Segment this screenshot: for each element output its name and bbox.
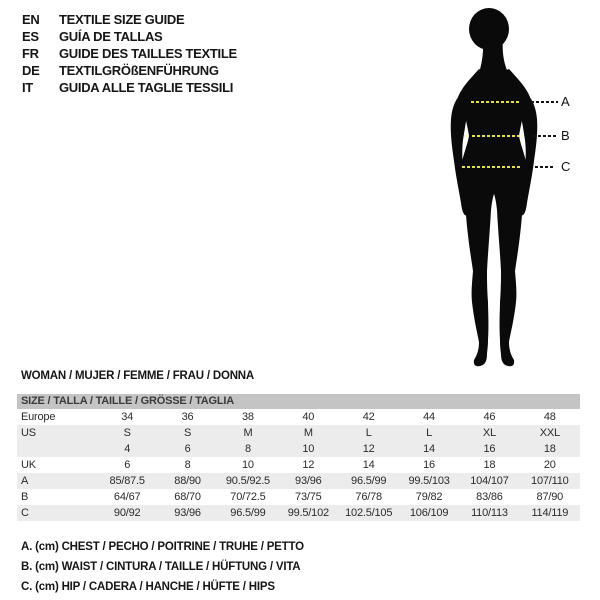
table-title: WOMAN / MUJER / FEMME / FRAU / DONNA <box>21 370 255 382</box>
row-label: Europe <box>21 411 56 423</box>
table-cell: 102.5/105 <box>345 507 393 519</box>
language-label: TEXTILGRÖßENFÜHRUNG <box>59 63 219 78</box>
table-row-us-numeric <box>17 441 580 457</box>
table-cell: M <box>243 427 253 439</box>
size-table <box>17 394 580 521</box>
table-cell: 12 <box>362 443 375 455</box>
table-cell: 18 <box>543 443 556 455</box>
table-cell: 87/90 <box>536 491 564 503</box>
table-cell: 48 <box>543 411 556 423</box>
row-label: C <box>21 507 29 519</box>
table-cell: 107/110 <box>531 475 569 487</box>
table-cell: XXL <box>539 427 560 439</box>
language-row-fr <box>22 45 237 62</box>
row-label: US <box>21 427 36 439</box>
measurement-legend <box>21 537 304 597</box>
table-cell: 64/67 <box>113 491 141 503</box>
language-label: GUIDE DES TAILLES TEXTILE <box>59 46 237 61</box>
table-cell: 18 <box>483 459 496 471</box>
chest-measure-dash-yellow <box>471 101 521 103</box>
row-label: B <box>21 491 29 503</box>
table-cell: 4 <box>124 443 131 455</box>
table-row-c <box>17 505 580 521</box>
table-cell: 114/119 <box>531 507 569 519</box>
table-cell: 20 <box>543 459 556 471</box>
table-cell: 36 <box>181 411 194 423</box>
language-code: DE <box>22 63 40 78</box>
table-cell: 68/70 <box>174 491 201 503</box>
language-row-es <box>22 28 237 45</box>
language-row-de <box>22 62 237 79</box>
table-cell: 42 <box>362 411 375 423</box>
table-cell: 85/87.5 <box>109 475 145 487</box>
table-cell: 8 <box>244 443 251 455</box>
table-cell: 106/109 <box>409 507 449 519</box>
table-row-europe <box>17 409 580 425</box>
table-cell: 46 <box>483 411 496 423</box>
table-cell: 16 <box>423 459 435 471</box>
language-label: GUÍA DE TALLAS <box>59 29 163 44</box>
table-cell: 83/86 <box>476 491 503 503</box>
table-cell: 90/92 <box>113 507 141 519</box>
size-table-body <box>17 409 580 521</box>
table-cell: 76/78 <box>355 491 382 503</box>
table-row-a <box>17 473 580 489</box>
table-row-uk <box>17 457 580 473</box>
table-cell: 6 <box>184 443 191 455</box>
marker-label-a: A <box>561 94 570 109</box>
table-cell: 70/72.5 <box>230 491 266 503</box>
table-cell: 93/96 <box>295 475 322 487</box>
table-cell: 10 <box>242 459 254 471</box>
table-row-b <box>17 489 580 505</box>
language-code: ES <box>22 29 39 44</box>
table-cell: 93/96 <box>174 507 201 519</box>
table-cell: 96.5/99 <box>230 507 266 519</box>
table-cell: 104/107 <box>470 475 509 487</box>
size-table-header: SIZE / TALLA / TAILLE / GRÖSSE / TAGLIA <box>17 394 580 409</box>
table-cell: 38 <box>242 411 254 423</box>
table-cell: L <box>365 427 372 439</box>
waist-measure-dash-yellow <box>472 135 519 137</box>
language-label: TEXTILE SIZE GUIDE <box>59 12 185 27</box>
table-cell: 6 <box>124 459 131 471</box>
silhouette-torso-legs <box>458 69 530 366</box>
table-cell: XL <box>482 427 496 439</box>
row-label: A <box>21 475 29 487</box>
table-cell: S <box>123 427 131 439</box>
legend-line-b: B. (cm) WAIST / CINTURA / TAILLE / HÜFTUNG / VITA <box>21 561 301 573</box>
table-cell: 10 <box>302 443 315 455</box>
table-cell: 14 <box>423 443 435 455</box>
table-cell: 44 <box>423 411 435 423</box>
table-cell: 88/90 <box>174 475 201 487</box>
table-cell: 110/113 <box>471 507 508 519</box>
table-cell: M <box>303 427 313 439</box>
table-cell: 12 <box>302 459 315 471</box>
language-code: EN <box>22 12 40 27</box>
marker-label-c: C <box>561 159 571 174</box>
table-cell: 40 <box>302 411 315 423</box>
chest-leader-dash <box>531 101 558 103</box>
language-code: IT <box>22 80 33 95</box>
language-row-en <box>22 11 237 28</box>
table-row-us <box>17 425 580 441</box>
waist-leader-dash <box>533 135 556 137</box>
language-list <box>22 11 237 96</box>
language-label: GUIDA ALLE TAGLIE TESSILI <box>59 80 234 95</box>
table-cell: L <box>426 427 433 439</box>
hip-measure-dash-yellow <box>462 166 522 168</box>
row-label: UK <box>21 459 36 471</box>
table-cell: 8 <box>184 459 191 471</box>
hip-leader-dash <box>535 166 554 168</box>
language-code: FR <box>22 46 39 61</box>
table-cell: 34 <box>121 411 134 423</box>
table-cell: 79/82 <box>415 491 443 503</box>
table-cell: 73/75 <box>295 491 322 503</box>
row-label <box>17 441 97 457</box>
table-cell: S <box>183 427 192 439</box>
woman-silhouette <box>440 5 550 370</box>
table-cell: 96.5/99 <box>351 475 387 487</box>
table-cell: 99.5/102 <box>287 507 329 519</box>
legend-line-a: A. (cm) CHEST / PECHO / POITRINE / TRUHE / PETTO <box>21 541 304 553</box>
marker-label-b: B <box>561 128 570 143</box>
table-cell: 90.5/92.5 <box>225 475 270 487</box>
table-cell: 14 <box>362 459 375 471</box>
table-cell: 99.5/103 <box>408 475 450 487</box>
legend-line-c: C. (cm) HIP / CADERA / HANCHE / HÜFTE / HIPS <box>21 581 275 593</box>
table-cell: 16 <box>483 443 496 455</box>
language-row-it <box>22 79 237 96</box>
